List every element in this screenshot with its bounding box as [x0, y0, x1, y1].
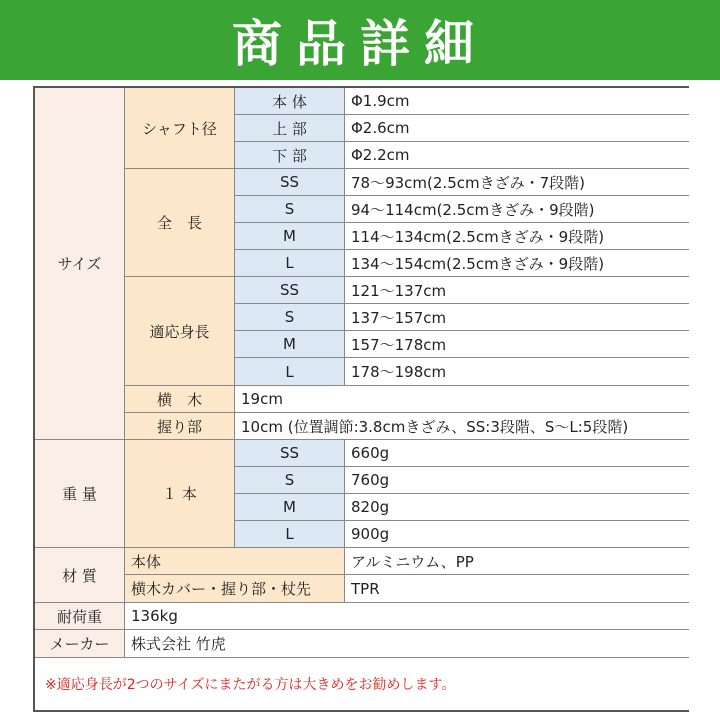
height-size: M — [235, 331, 345, 358]
material-part: 本体 — [125, 548, 345, 575]
material-value: TPR — [345, 575, 689, 603]
shaft-part: 上 部 — [235, 115, 345, 142]
shaft-label: シャフト径 — [125, 88, 235, 169]
length-value: 114～134cm(2.5cmきざみ・9段階) — [345, 223, 689, 250]
spec-table — [33, 86, 689, 712]
weight-sub-label: １ 本 — [125, 440, 235, 548]
weight-value: 820g — [345, 494, 689, 521]
weight-value: 900g — [345, 521, 689, 548]
material-value: アルミニウム、PP — [345, 548, 689, 575]
length-value: 78～93cm(2.5cmきざみ・7段階) — [345, 169, 689, 196]
material-label: 材 質 — [35, 548, 125, 603]
page-title: 商品詳細 — [232, 15, 488, 73]
weight-value: 660g — [345, 440, 689, 467]
weight-label: 重 量 — [35, 440, 125, 548]
weight-size: L — [235, 521, 345, 548]
material-part: 横木カバー・握り部・杖先 — [125, 575, 345, 603]
length-size: L — [235, 250, 345, 277]
height-value: 157～178cm — [345, 331, 689, 358]
weight-value: 760g — [345, 467, 689, 494]
shaft-value: Φ1.9cm — [345, 88, 689, 115]
length-size: M — [235, 223, 345, 250]
length-size: S — [235, 196, 345, 223]
shaft-value: Φ2.6cm — [345, 115, 689, 142]
shaft-value: Φ2.2cm — [345, 142, 689, 169]
length-value: 134～154cm(2.5cmきざみ・9段階) — [345, 250, 689, 277]
height-label: 適応身長 — [125, 277, 235, 386]
shaft-part: 下 部 — [235, 142, 345, 169]
shaft-part: 本 体 — [235, 88, 345, 115]
height-size: SS — [235, 277, 345, 304]
weight-size: S — [235, 467, 345, 494]
length-value: 94～114cm(2.5cmきざみ・9段階) — [345, 196, 689, 223]
crossbar-value: 19cm — [235, 386, 689, 413]
maker-label: メーカー — [35, 630, 125, 658]
crossbar-label: 横 木 — [125, 386, 235, 413]
height-size: L — [235, 358, 345, 386]
load-value: 136kg — [125, 603, 689, 630]
footnote: ※適応身長が2つのサイズにまたがる方は大きめをお勧めします。 — [35, 658, 689, 710]
height-value: 178～198cm — [345, 358, 689, 386]
height-value: 137～157cm — [345, 304, 689, 331]
size-label: サイズ — [35, 88, 125, 440]
load-label: 耐荷重 — [35, 603, 125, 630]
length-size: SS — [235, 169, 345, 196]
height-value: 121～137cm — [345, 277, 689, 304]
grip-value: 10cm (位置調節:3.8cmきざみ、SS:3段階、S～L:5段階) — [235, 413, 689, 440]
title-banner — [0, 0, 720, 80]
height-size: S — [235, 304, 345, 331]
weight-size: M — [235, 494, 345, 521]
maker-value: 株式会社 竹虎 — [125, 630, 689, 658]
length-label: 全 長 — [125, 169, 235, 277]
grip-label: 握り部 — [125, 413, 235, 440]
weight-size: SS — [235, 440, 345, 467]
